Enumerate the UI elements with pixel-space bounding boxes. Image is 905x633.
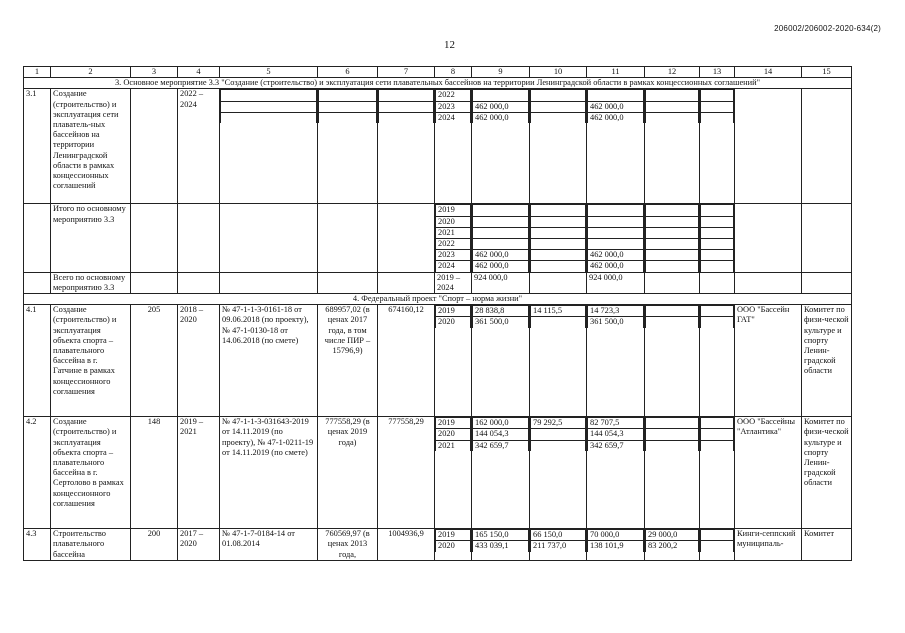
table-row — [24, 529, 852, 561]
col-header: 2 — [51, 67, 131, 78]
row-name: Строительство плавательного бассейна — [51, 529, 131, 561]
col-header: 1 — [24, 67, 51, 78]
amount-cell: 138 101,9 — [588, 541, 644, 552]
amount-cell: 462 000,0 — [473, 250, 529, 261]
customer-cell: Комитет по физи-ческой культуре и спорту Ленин-градской области — [802, 417, 852, 529]
year-cell: 2019 — [436, 306, 471, 317]
cost-cell: 777558,29 — [378, 417, 435, 529]
row-period: 2017 – 2020 — [178, 529, 220, 561]
amount-cell: 29 000,0 — [646, 530, 699, 541]
row-name: Создание (строительство) и эксплуатация объекта спорта – плавательного бассейна в г. Сертолово в рамках концессионного соглашения — [51, 417, 131, 529]
year-cell: 2019 — [436, 530, 471, 541]
year-range-cell: 2019 – 2024 — [435, 272, 472, 293]
amount-cell: 14 723,3 — [588, 306, 644, 317]
year-cell: 2020 — [436, 317, 471, 328]
amount-cell: 462 000,0 — [588, 112, 644, 123]
expertise-cell: № 47-1-1-3-031643-2019 от 14.11.2019 (по проекту), № 47-1-0211-19 от 14.11.2019 (по смете) — [220, 417, 318, 529]
col-header: 3 — [131, 67, 178, 78]
amount-cell: 28 838,8 — [473, 306, 529, 317]
row-period: 2019 – 2021 — [178, 417, 220, 529]
amount-cell: 66 150,0 — [531, 530, 586, 541]
year-cell: 2021 — [436, 440, 471, 451]
cost-cell: 760569,97 (в ценах 2013 года, — [318, 529, 378, 561]
executor-cell: ООО "Бассейны "Атлантика" — [735, 417, 802, 529]
amount-cell: 144 054,3 — [473, 429, 529, 440]
amount-cell: 14 115,5 — [531, 306, 586, 317]
year-cell: 2019 — [436, 418, 471, 429]
amount-cell: 924 000,0 — [587, 272, 645, 293]
customer-cell: Комитет — [802, 529, 852, 561]
amount-cell: 924 000,0 — [472, 272, 530, 293]
year-cell: 2020 — [436, 216, 471, 227]
amount-cell: 144 054,3 — [588, 429, 644, 440]
amount-cell: 82 707,5 — [588, 418, 644, 429]
section-3-title: 3. Основное мероприятие 3.3 "Создание (строительство) и эксплуатация сети плавательных бассейнов на территории Ленинградской области в рамках концессионных соглашений" — [24, 78, 852, 89]
col-header: 13 — [700, 67, 735, 78]
amount-cell: 462 000,0 — [588, 101, 644, 112]
year-cell: 2022 — [436, 90, 471, 101]
col-header: 5 — [220, 67, 318, 78]
amount-cell — [473, 90, 529, 101]
executor-cell: Кинги-сеппский муниципаль- — [735, 529, 802, 561]
amount-cell: 361 500,0 — [588, 317, 644, 328]
amount-cell — [588, 90, 644, 101]
amount-cell: 342 659,7 — [588, 440, 644, 451]
capacity-cell: 205 — [131, 305, 178, 417]
col-header: 7 — [378, 67, 435, 78]
table-row — [24, 305, 852, 417]
cost-cell: 674160,12 — [378, 305, 435, 417]
amount-cell: 83 200,2 — [646, 541, 699, 552]
amount-cell: 462 000,0 — [588, 250, 644, 261]
program-table — [23, 66, 852, 561]
column-number-row — [24, 67, 852, 78]
subtotal-label: Итого по основному мероприятию 3.3 — [51, 204, 131, 272]
year-cell: 2024 — [436, 261, 471, 272]
year-cell: 2019 — [436, 205, 471, 216]
row-period: 2018 – 2020 — [178, 305, 220, 417]
row-number: 4.3 — [24, 529, 51, 561]
col-header: 10 — [530, 67, 587, 78]
col-header: 11 — [587, 67, 645, 78]
col-header: 12 — [645, 67, 700, 78]
col-header: 8 — [435, 67, 472, 78]
row-name: Создание (строительство) и эксплуатация сети плаватель-ных бассейнов на территории Ленинградской области в рамках концессионных соглашений — [51, 89, 131, 204]
table-row — [24, 89, 852, 204]
year-cell: 2020 — [436, 429, 471, 440]
amount-cell: 79 292,5 — [531, 418, 586, 429]
row-number: 4.2 — [24, 417, 51, 529]
year-cell: 2020 — [436, 541, 471, 552]
amount-cell: 70 000,0 — [588, 530, 644, 541]
section-4-title: 4. Федеральный проект "Спорт – норма жизни" — [24, 294, 852, 305]
expertise-cell: № 47-1-7-0184-14 от 01.08.2014 — [220, 529, 318, 561]
expertise-cell: № 47-1-1-3-0161-18 от 09.06.2018 (по проекту), № 47-1-0130-18 от 14.06.2018 (по смете) — [220, 305, 318, 417]
amount-cell: 211 737,0 — [531, 541, 586, 552]
capacity-cell: 200 — [131, 529, 178, 561]
amount-cell: 433 039,1 — [473, 541, 529, 552]
amount-cell: 462 000,0 — [473, 261, 529, 272]
executor-cell: ООО "Бассейн ГАТ" — [735, 305, 802, 417]
row-number: 3.1 — [24, 89, 51, 204]
year-cell: 2021 — [436, 227, 471, 238]
amount-cell: 462 000,0 — [473, 101, 529, 112]
year-cell: 2023 — [436, 101, 471, 112]
cost-cell: 689957,02 (в ценах 2017 года, в том числе ПИР – 15796,9) — [318, 305, 378, 417]
row-name: Создание (строительство) и эксплуатация объекта спорта – плавательного бассейна в г. Гатчине в рамках концессионного соглашения — [51, 305, 131, 417]
amount-cell: 361 500,0 — [473, 317, 529, 328]
col-header: 9 — [472, 67, 530, 78]
col-header: 14 — [735, 67, 802, 78]
year-cell: 2023 — [436, 250, 471, 261]
row-period: 2022 – 2024 — [178, 89, 220, 204]
row-number: 4.1 — [24, 305, 51, 417]
capacity-cell: 148 — [131, 417, 178, 529]
year-cell: 2024 — [436, 112, 471, 123]
col-header: 4 — [178, 67, 220, 78]
table-row — [24, 417, 852, 529]
document-id: 206002/206002-2020-634(2) — [774, 24, 881, 33]
amount-cell: 165 150,0 — [473, 530, 529, 541]
cost-cell: 777558,29 (в ценах 2019 года) — [318, 417, 378, 529]
amount-cell: 462 000,0 — [473, 112, 529, 123]
col-header: 6 — [318, 67, 378, 78]
page-number: 12 — [444, 39, 455, 51]
customer-cell: Комитет по физи-ческой культуре и спорту Ленин-градской области — [802, 305, 852, 417]
amount-cell: 462 000,0 — [588, 261, 644, 272]
table-row — [24, 204, 852, 272]
year-cell: 2022 — [436, 239, 471, 250]
amount-cell: 162 000,0 — [473, 418, 529, 429]
table-row — [24, 272, 852, 293]
col-header: 15 — [802, 67, 852, 78]
cost-cell: 1004936,9 — [378, 529, 435, 561]
total-label: Всего по основному мероприятию 3.3 — [51, 272, 131, 293]
amount-cell: 342 659,7 — [473, 440, 529, 451]
